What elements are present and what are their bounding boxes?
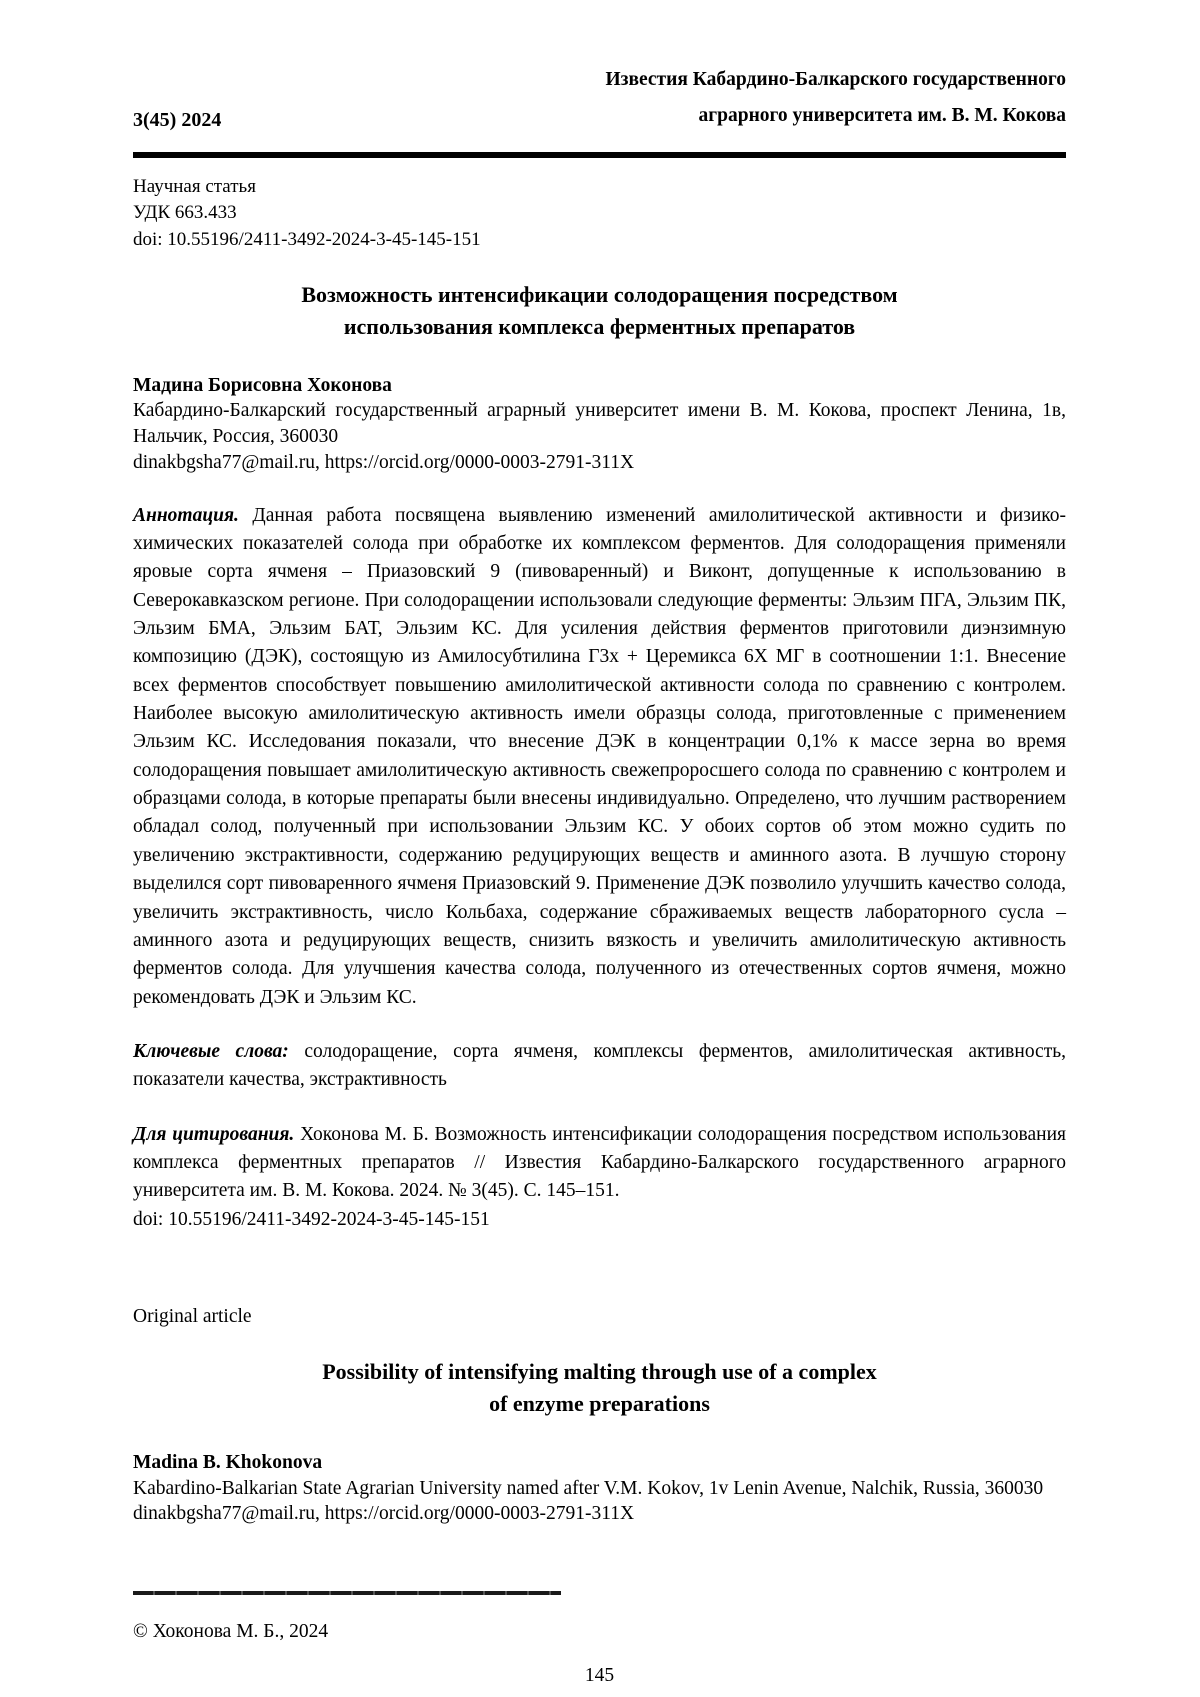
article-meta — [133, 174, 1066, 253]
abstract-text: Данная работа посвящена выявлению изменений амилолитической активности и физико-химических показателей солода при обработке их комплексом ферментов. Для солодоращения применяли яровые сорта ячменя – Приазовский 9 (пивоваренный) и Виконт, допущенные к использованию в Северокавказском регионе. При солодоращении использовали следующие ферменты: Эльзим ПГА, Эльзим ПК, Эльзим БМА, Эльзим БАТ, Эльзим КС. Для усиления действия ферментов приготовили диэнзимную композицию (ДЭК), состоящую из Амилосубтилина Г3х + Церемикса 6Х МГ в соотношении 1:1. Внесение всех ферментов способствует повышению амилолитической активности солода по сравнению с контролем. Наиболее высокую амилолитическую активность имели образцы солода, приготовленные с применением Эльзим КС. Исследования показали, что внесение ДЭК в концентрации 0,1% к массе зерна во время солодоращения повышает амилолитическую активность свежепроросшего солода по сравнению с контролем и образцами солода, в которые препараты были внесены индивидуально. Определено, что лучшим растворением обладал солод, полученный при использовании Эльзим КС. У обоих сортов об этом можно судить по увеличению экстрактивности, содержанию редуцирующих веществ и аминного азота. В лучшую сторону выделился сорт пивоваренного ячменя Приазовский 9. Применение ДЭК позволило улучшить качество солода, увеличить экстрактивность, число Кольбаха, содержание сбраживаемых веществ лабораторного сусла – аминного азота и редуцирующих веществ, снизить вязкость и увеличить амилолитическую активность ферментов солода. Для улучшения качества солода, полученного из отечественных сортов ячменя, можно рекомендовать ДЭК и Эльзим КС. — [133, 504, 1066, 1008]
author-block-ru — [133, 373, 1066, 476]
issue-number: 3(45) 2024 — [133, 109, 222, 132]
page-number: 145 — [584, 1665, 615, 1687]
author-affiliation-ru: Кабардино-Балкарский государственный аграрный университет имени В. М. Кокова, проспект Ленина, 1в, Нальчик, Россия, 360030 — [133, 400, 1066, 448]
article-type-en: Original article — [133, 1306, 252, 1328]
citation-paragraph — [133, 1121, 1066, 1206]
citation-block — [133, 1121, 1066, 1234]
keywords-paragraph — [133, 1038, 1066, 1095]
article-title-ru-line1: Возможность интенсификации солодоращения посредством — [301, 281, 898, 307]
author-block-en — [133, 1450, 1066, 1527]
footnote-divider — [133, 1591, 561, 1595]
author-contact-ru: dinakbgsha77@mail.ru, https://orcid.org/0000-0003-2791-311X — [133, 451, 635, 473]
page-header — [133, 62, 1066, 134]
author-affiliation-en: Kabardino-Balkarian State Agrarian University named after V.M. Kokov, 1v Lenin Avenue, Nalchik, Russia, 360030 — [133, 1477, 1044, 1499]
author-name-en: Madina B. Khokonova — [133, 1451, 323, 1473]
citation-label: Для цитирования. — [133, 1123, 295, 1145]
journal-title — [605, 62, 1066, 134]
article-type-ru: Научная статья — [133, 176, 256, 198]
author-name-ru: Мадина Борисовна Хоконова — [133, 374, 392, 396]
article-title-en — [133, 1356, 1066, 1420]
copyright-notice: © Хоконова М. Б., 2024 — [133, 1621, 329, 1643]
citation-text: Хоконова М. Б. Возможность интенсификации солодоращения посредством использования комплекса ферментных препаратов // Известия Кабардино-Балкарского государственного аграрного университета им. В. М. Кокова. 2024. № 3(45). С. 145–151. — [133, 1123, 1066, 1202]
article-title-en-line1: Possibility of intensifying malting through use of a complex — [322, 1359, 877, 1385]
article-title-ru — [133, 279, 1066, 343]
udc-code: УДК 663.433 — [133, 202, 237, 224]
keywords-label: Ключевые слова: — [133, 1040, 289, 1062]
article-title-ru-line2: использования комплекса ферментных препаратов — [343, 313, 856, 339]
header-divider — [133, 152, 1066, 158]
abstract-paragraph — [133, 502, 1066, 1012]
abstract-label: Аннотация. — [133, 504, 239, 526]
citation-doi: doi: 10.55196/2411-3492-2024-3-45-145-151 — [133, 1208, 490, 1230]
doi-line: doi: 10.55196/2411-3492-2024-3-45-145-151 — [133, 228, 481, 250]
journal-title-line1: Известия Кабардино-Балкарского государственного — [605, 69, 1066, 90]
keywords-text: солодоращение, сорта ячменя, комплексы ферментов, амилолитическая активность, показатели качества, экстрактивность — [133, 1040, 1066, 1091]
author-contact-en: dinakbgsha77@mail.ru, https://orcid.org/0000-0003-2791-311X — [133, 1503, 635, 1525]
journal-title-line2: аграрного университета им. В. М. Кокова — [698, 105, 1066, 127]
article-title-en-line2: of enzyme preparations — [489, 1391, 710, 1417]
